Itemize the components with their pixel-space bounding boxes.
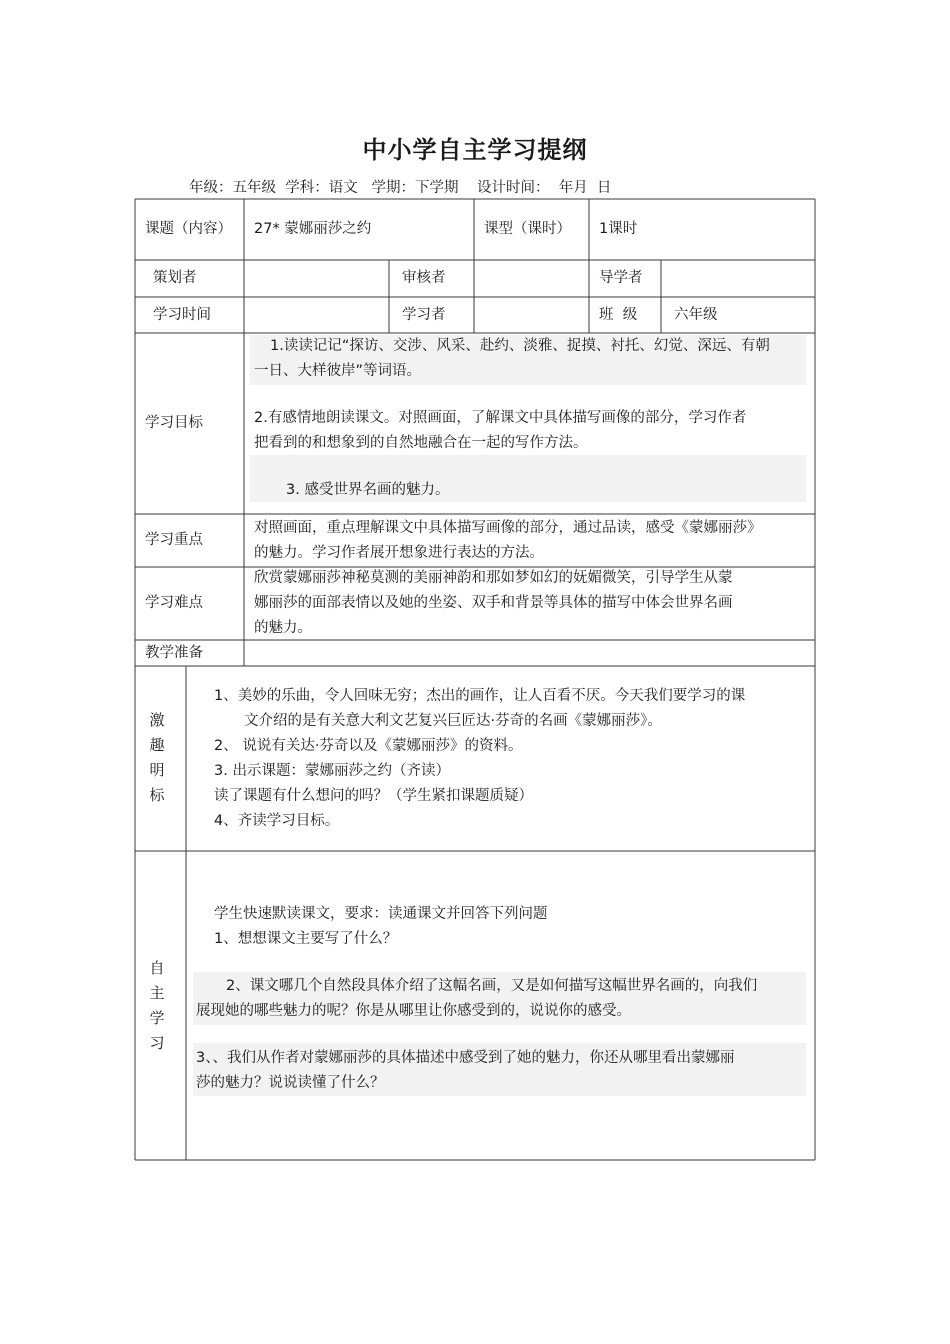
meta-line: 年级：五年级 学科：语文 学期：下学期 设计时间： 年月 日 — [189, 180, 612, 196]
intro-line-6: 4、齐读学习目标。 — [214, 813, 340, 829]
intro-line-4: 3. 出示课题：蒙娜丽莎之约（齐读） — [214, 763, 450, 779]
planner-label: 策划者 — [153, 270, 197, 286]
intro-line-3: 2、 说说有关达·芬奇以及《蒙娜丽莎》的资料。 — [214, 738, 523, 754]
difficulties-label: 学习难点 — [145, 595, 203, 611]
intro-label-char-1: 激 — [149, 711, 165, 729]
self-study-line-1: 学生快速默读课文，要求：读通课文并回答下列问题 — [214, 906, 548, 922]
self-study-label-char-1: 自 — [149, 959, 165, 977]
key-points-line-2: 的魅力。学习作者展开想象进行表达的方法。 — [254, 545, 544, 561]
topic-label: 课题（内容） — [145, 221, 232, 237]
difficulties-line-3: 的魅力。 — [254, 620, 312, 636]
intro-label-char-4: 标 — [149, 786, 165, 804]
intro-label-char-2: 趣 — [149, 736, 165, 754]
self-study-line-4: 展现她的哪些魅力的呢？你是从哪里让你感受到的，说说你的感受。 — [196, 1003, 631, 1019]
page-title: 中小学自主学习提纲 — [362, 136, 588, 164]
objective-line-3: 2.有感情地朗读课文。对照画面，了解课文中具体描写画像的部分，学习作者 — [254, 410, 747, 426]
intro-line-1: 1、美妙的乐曲，令人回味无穷；杰出的画作，让人百看不厌。今天我们要学习的课 — [214, 688, 746, 704]
objective-line-4: 把看到的和想象到的自然地融合在一起的写作方法。 — [254, 435, 588, 451]
self-study-label-char-4: 习 — [149, 1034, 165, 1052]
key-points-label: 学习重点 — [145, 532, 203, 548]
learner-label: 学习者 — [402, 307, 446, 323]
intro-label-char-3: 明 — [149, 761, 165, 779]
reviewer-label: 审核者 — [402, 270, 446, 286]
class-value: 六年级 — [674, 307, 718, 323]
self-study-line-5: 3、、我们从作者对蒙娜丽莎的具体描述中感受到了她的魅力，你还从哪里看出蒙娜丽 — [196, 1050, 735, 1066]
topic-value: 27* 蒙娜丽莎之约 — [254, 221, 372, 237]
objective-line-1: 1.读读记记“探访、交涉、风采、赴约、淡雅、捉摸、衬托、幻觉、深远、有朝 — [270, 338, 770, 354]
guide-label: 导学者 — [599, 270, 643, 286]
study-time-label: 学习时间 — [153, 307, 211, 323]
objective-line-2: 一日、大样彼岸”等词语。 — [254, 363, 422, 379]
lesson-type-value: 1课时 — [599, 221, 638, 237]
self-study-line-6: 莎的魅力？说说读懂了什么？ — [196, 1075, 385, 1091]
difficulties-line-2: 娜丽莎的面部表情以及她的坐姿、双手和背景等具体的描写中体会世界名画 — [254, 595, 733, 611]
self-study-label-char-3: 学 — [149, 1009, 165, 1027]
difficulties-line-1: 欣赏蒙娜丽莎神秘莫测的美丽神韵和那如梦如幻的妩媚微笑，引导学生从蒙 — [254, 570, 733, 586]
intro-line-2: 文介绍的是有关意大利文艺复兴巨匠达·芬奇的名画《蒙娜丽莎》。 — [244, 713, 662, 729]
key-points-line-1: 对照画面，重点理解课文中具体描写画像的部分，通过品读，感受《蒙娜丽莎》 — [254, 520, 762, 536]
self-study-line-2: 1、想想课文主要写了什么？ — [214, 931, 398, 947]
self-study-label-char-2: 主 — [149, 984, 165, 1002]
self-study-line-3: 2、课文哪几个自然段具体介绍了这幅名画，又是如何描写这幅世界名画的，向我们 — [226, 978, 758, 994]
intro-line-5: 读了课题有什么想问的吗？（学生紧扣课题质疑） — [214, 788, 533, 804]
objective-line-5: 3. 感受世界名画的魅力。 — [286, 482, 450, 498]
preparation-label: 教学准备 — [145, 645, 203, 661]
objectives-label: 学习目标 — [145, 415, 203, 431]
class-label: 班 级 — [599, 307, 638, 323]
lesson-type-label: 课型（课时） — [484, 221, 571, 237]
